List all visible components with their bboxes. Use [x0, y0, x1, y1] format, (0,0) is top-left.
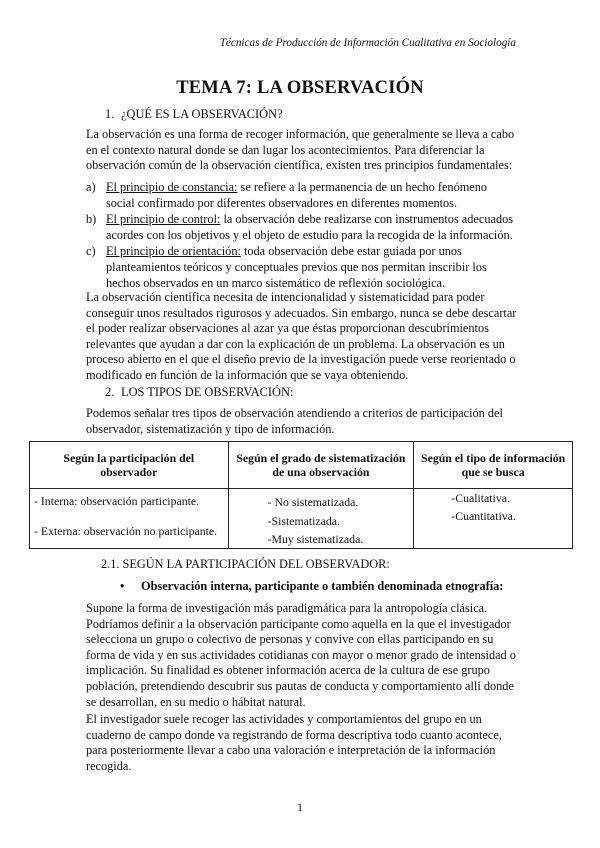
cell-line: -Cuantitativa. [451, 509, 516, 523]
list-marker: b) [86, 212, 97, 227]
section-1-number: 1. [105, 107, 115, 121]
table-cell-systematization [228, 489, 414, 549]
cell-line: - Interna: observación participante. [34, 494, 200, 508]
section-2-number: 2. [105, 385, 115, 399]
principle-term: El principio de constancia: [106, 180, 238, 194]
table-row [30, 489, 573, 549]
principles-list [86, 180, 518, 292]
list-item [86, 180, 518, 211]
list-marker: c) [86, 244, 96, 259]
table-cell-participation [30, 489, 229, 549]
section-1-heading [105, 107, 283, 122]
participant-observation-paragraph: Supone la forma de investigación más paradigmática para la antropología clásica. Podríamos definir a la observación participante como aquella en la que el investigador selecciona un grupo o colectivo de personas y convive con ellas participando en su forma de vida y en sus actividades cotidianas con mayor o menor grado de intensidad o implicación. Su finalidad es obtener información acerca de la cultura de ese grupo población, pretendiendo descubrir sus pautas de conducta y comportamiento allí donde se desarrollan, en su medio o hábitat natural. [86, 601, 516, 709]
page-title: TEMA 7: LA OBSERVACIÓN [176, 78, 424, 98]
field-notebook-paragraph: El investigador suele recoger las actividades y comportamientos del grupo en un cuaderno de campo donde va registrando de forma descriptiva todo cuanto acontece, para posteriormente llevar a cabo una valoración e interpretación de la información recogida. [86, 712, 502, 773]
cell-line: -Muy sistematizada. [267, 532, 364, 546]
list-item [86, 244, 518, 291]
list-marker: a) [86, 180, 96, 194]
table-header-cell: Según el tipo de información que se busca [414, 442, 573, 489]
cell-line: - Externa: observación no participante. [34, 524, 218, 538]
principle-text: toda observación debe estar guiada por unos planteamientos teóricos y conceptuales previos que nos permitan inscribir los hechos observados en un marco sistemático de reflexión sociológica. [106, 244, 487, 290]
cell-line: - No sistematizada. [267, 495, 359, 509]
principle-text: se refiere a la permanencia de un hecho fenómeno social confirmado por diferentes observadores en diferentes momentos. [106, 180, 488, 210]
page-number: 1 [297, 800, 303, 814]
types-intro-paragraph: Podemos señalar tres tipos de observación atendiendo a criterios de participación del observador, sistematización y tipo de información. [86, 406, 503, 436]
scientific-observation-paragraph: La observación científica necesita de intencionalidad y sistematicidad para poder conseguir unos resultados rigurosos y adecuados. Sin embargo, nunca se debe descartar el poder realizar observaciones al azar ya que éstas proporcionan descubrimientos relevantes que ayudan a dar con la explicación de un problema. La observación es un proceso abierto en el que el diseño previo de la investigación puede verse reorientado o modificado en función de la información que se vaya obteniendo. [86, 290, 517, 382]
bullet-heading-text: Observación interna, participante o también denominada etnografía: [141, 579, 504, 593]
table-header-cell: Según el grado de sistematización de una observación [228, 442, 414, 489]
section-1-title: ¿QUÉ ES LA OBSERVACIÓN? [121, 107, 283, 121]
section-2-heading [105, 385, 293, 400]
intro-paragraph: La observación es una forma de recoger información, que generalmente se lleva a cabo en el contexto natural donde se dan lugar los acontecimientos. Para diferenciar la observación común de la observación científica, existen tres principios fundamentales: [86, 127, 515, 173]
observation-types-table [29, 441, 573, 549]
table-header-cell: Según la participación del observador [30, 442, 229, 489]
table-header-row [30, 442, 573, 489]
principle-term: El principio de control: [106, 212, 221, 227]
principle-text: la observación debe realizarse con instrumentos adecuados acordes con los objetivos y el objeto de estudio para la recogida de la información. [106, 212, 514, 242]
list-item [86, 212, 518, 243]
table-cell-information-type [414, 489, 573, 549]
principle-term: El principio de orientación: [106, 244, 241, 259]
cell-line: -Cualitativa. [451, 491, 510, 505]
bullet-dot-icon: • [120, 579, 125, 593]
cell-line: -Sistematizada. [267, 514, 340, 528]
section-2-title: LOS TIPOS DE OBSERVACIÓN: [121, 385, 294, 399]
subsection-heading: 2.1. SEGÚN LA PARTICIPACIÓN DEL OBSERVADOR: [101, 557, 390, 571]
running-header: Técnicas de Producción de Información Cualitativa en Sociología [219, 37, 516, 49]
bullet-heading [120, 579, 503, 594]
